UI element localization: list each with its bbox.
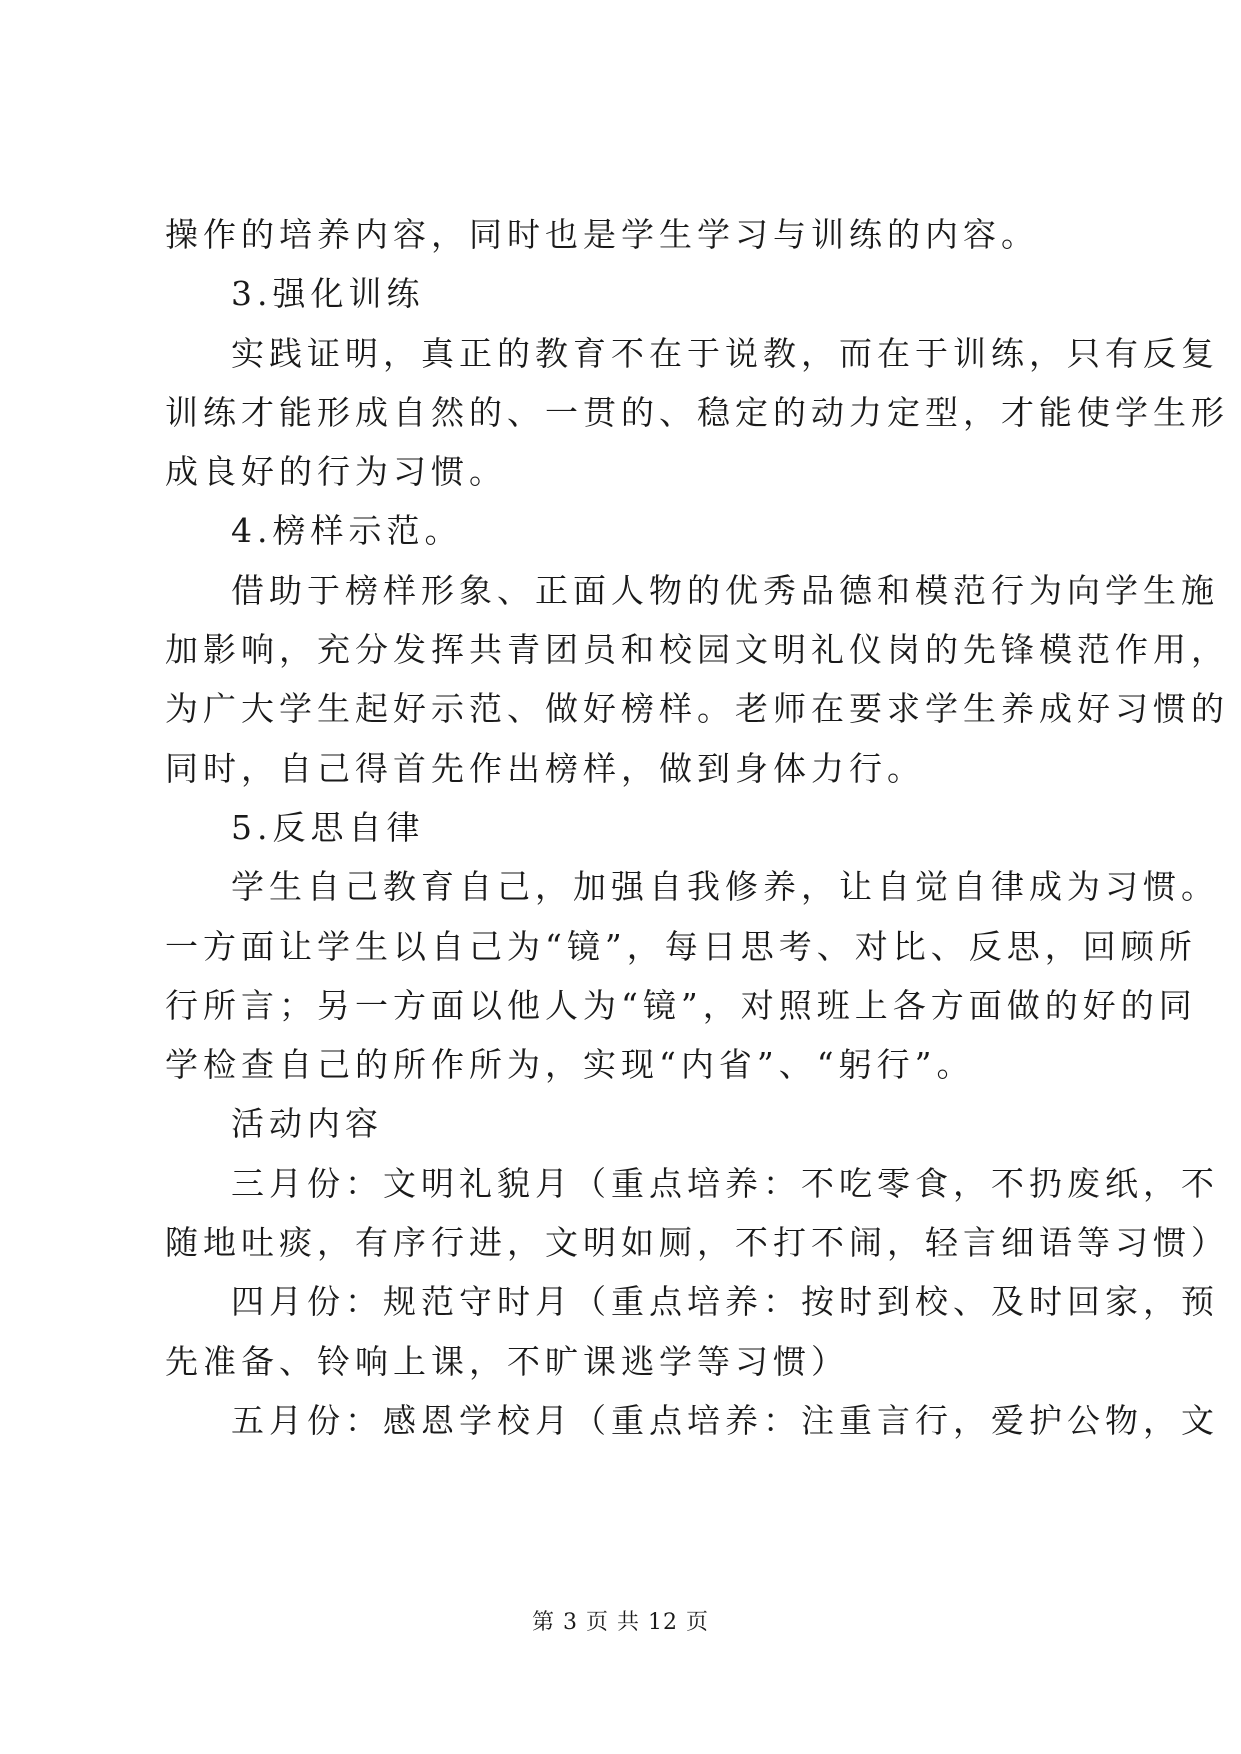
text-line: 操作的培养内容，同时也是学生学习与训练的内容。	[165, 215, 1039, 254]
text-line: 成良好的行为习惯。	[165, 452, 507, 492]
section-heading: 活动内容	[231, 1104, 383, 1144]
text-line: 加影响，充分发挥共青团员和校园文明礼仪岗的先锋模范作用，	[165, 630, 1229, 670]
text-line: 五月份：感恩学校月（重点培养：注重言行，爱护公物，文	[231, 1400, 1219, 1440]
text-line: 实践证明，真正的教育不在于说教，而在于训练，只有反复	[231, 333, 1219, 373]
text-line: 训练才能形成自然的、一贯的、稳定的动力定型，才能使学生形	[165, 392, 1229, 432]
text-line: 随地吐痰，有序行进，文明如厕，不打不闹，轻言细语等习惯）	[165, 1223, 1229, 1263]
text-line: 一方面让学生以自己为“镜”，每日思考、对比、反思，回顾所	[165, 926, 1197, 966]
text-line: 为广大学生起好示范、做好榜样。老师在要求学生养成好习惯的	[165, 689, 1229, 729]
text-line: 先准备、铃响上课，不旷课逃学等习惯）	[165, 1341, 849, 1381]
text-line: 借助于榜样形象、正面人物的优秀品德和模范行为向学生施	[231, 570, 1219, 610]
text-line: 行所言；另一方面以他人为“镜”，对照班上各方面做的好的同	[165, 985, 1197, 1025]
section-heading: 3.强化训练	[231, 274, 425, 314]
section-heading: 4.榜样示范。	[231, 511, 463, 551]
text-line: 学生自己教育自己，加强自我修养，让自觉自律成为习惯。	[231, 867, 1219, 907]
text-line: 学检查自己的所作所为，实现“内省”、“躬行”。	[165, 1045, 975, 1085]
section-heading: 5.反思自律	[231, 807, 425, 847]
document-body	[165, 205, 1229, 1450]
page-number-footer: 第 3 页 共 12 页	[532, 1610, 709, 1635]
text-line: 同时，自己得首先作出榜样，做到身体力行。	[165, 748, 925, 788]
text-line: 四月份：规范守时月（重点培养：按时到校、及时回家，预	[231, 1282, 1219, 1322]
text-line: 三月份：文明礼貌月（重点培养：不吃零食，不扔废纸，不	[231, 1163, 1219, 1203]
